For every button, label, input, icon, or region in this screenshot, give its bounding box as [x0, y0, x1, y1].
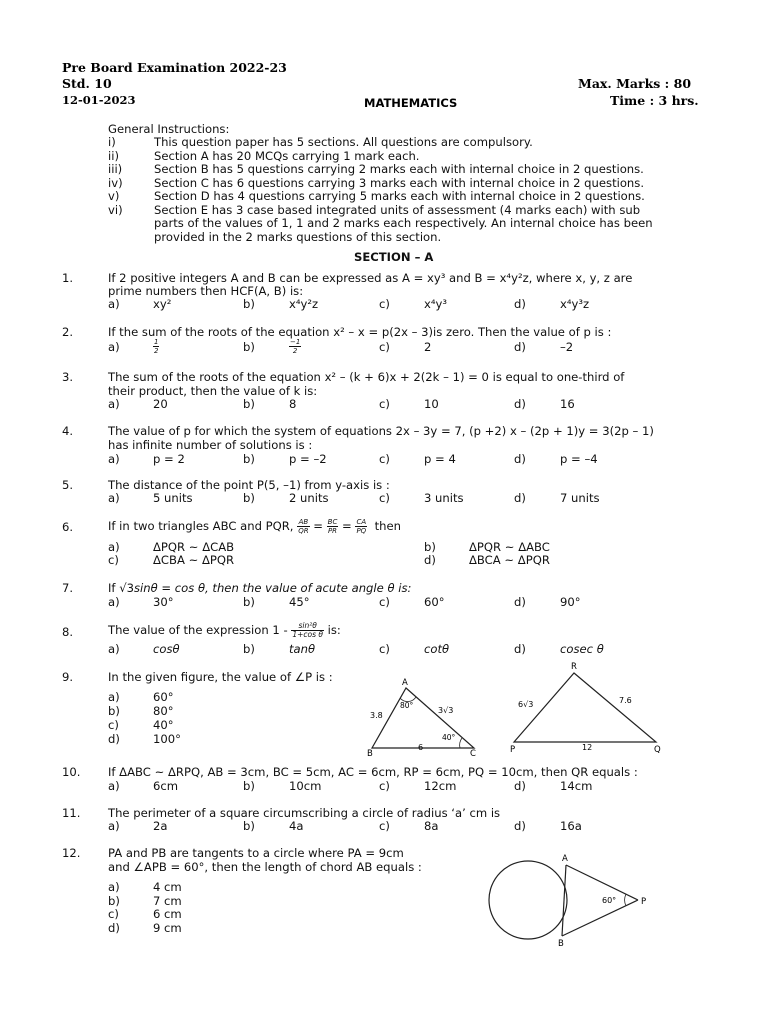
instruction-num: iii)	[108, 162, 123, 176]
question-text-part: then	[374, 519, 401, 533]
fraction-numerator: AB	[298, 518, 309, 526]
triangle-figures	[360, 660, 712, 758]
instruction-text: This question paper has 5 sections. All questions are compulsory.	[154, 135, 533, 149]
fraction-denominator: 2	[154, 347, 159, 355]
option-text: 40°	[153, 718, 174, 732]
question-text	[108, 518, 401, 535]
option-text: 60°	[424, 595, 445, 609]
fraction-numerator: 1	[154, 338, 159, 346]
option-label: b)	[243, 595, 255, 609]
instruction-text: Section E has 3 case based integrated units of assessment (4 marks each) with sub	[154, 203, 641, 217]
question-text-part: sinθ = cos θ, then the value of acute angle θ is:	[133, 581, 412, 595]
option-label: c)	[379, 642, 390, 656]
vertex-label: C	[470, 749, 476, 758]
question-number: 1.	[62, 271, 74, 285]
question-text-part: The value of the expression 1 -	[108, 623, 288, 637]
option-label: d)	[514, 452, 526, 466]
option-label: d)	[424, 553, 436, 567]
option-label: d)	[514, 819, 526, 833]
option-text: 2 units	[289, 491, 329, 505]
angle-label: 40°	[442, 733, 456, 742]
option-label: c)	[108, 718, 119, 732]
option-text: ΔPQR ~ ΔABC	[469, 540, 550, 554]
subject-title: MATHEMATICS	[364, 96, 458, 110]
triangle-pqr-shape	[514, 673, 656, 742]
question-text: The sum of the roots of the equation x² – (k + 6)x + 2(2k – 1) = 0 is equal to one-third of	[108, 370, 625, 384]
fraction-numerator: BC	[327, 518, 338, 526]
instruction-num: vi)	[108, 203, 123, 217]
option-text: 45°	[289, 595, 310, 609]
question-text	[108, 622, 341, 639]
question-text: prime numbers then HCF(A, B) is:	[108, 284, 304, 298]
question-text: In the given figure, the value of ∠P is :	[108, 670, 333, 684]
exam-date: 12-01-2023	[62, 93, 136, 107]
question-text: The perimeter of a square circumscribing a circle of radius ‘a’ cm is	[108, 806, 501, 820]
option-text: x⁴y³	[424, 297, 448, 311]
option-label: c)	[379, 397, 390, 411]
instruction-num: ii)	[108, 149, 119, 163]
option-text: 7 units	[560, 491, 600, 505]
option-text: p = –2	[289, 452, 327, 466]
question-number: 11.	[62, 806, 81, 820]
question-text: their product, then the value of k is:	[108, 384, 318, 398]
option-text: 10cm	[289, 779, 322, 793]
option-text: 20	[153, 397, 168, 411]
question-text: PA and PB are tangents to a circle where PA = 9cm	[108, 846, 404, 860]
option-text: ΔPQR ~ ΔCAB	[153, 540, 235, 554]
option-label: c)	[379, 340, 390, 354]
option-label: c)	[379, 452, 390, 466]
option-label: a)	[108, 880, 120, 894]
option-label: c)	[379, 779, 390, 793]
option-label: b)	[108, 704, 120, 718]
circle-shape	[489, 861, 567, 939]
option-text: ΔBCA ~ ΔPQR	[469, 553, 550, 567]
vertex-label: B	[367, 749, 373, 758]
option-text: p = 2	[153, 452, 185, 466]
option-text: cosθ	[153, 642, 180, 656]
option-text: 2a	[153, 819, 168, 833]
question-number: 3.	[62, 370, 74, 384]
option-label: b)	[243, 819, 255, 833]
option-text: 6 cm	[153, 907, 182, 921]
option-label: a)	[108, 397, 120, 411]
max-marks: Max. Marks : 80	[578, 76, 692, 91]
triangle-pqr	[510, 662, 661, 755]
option-label: c)	[379, 819, 390, 833]
exam-title: Pre Board Examination 2022-23	[62, 60, 287, 75]
option-label: d)	[514, 397, 526, 411]
option-label: c)	[379, 491, 390, 505]
option-text: p = 4	[424, 452, 456, 466]
triangle-abc	[367, 678, 476, 758]
option-label: d)	[514, 297, 526, 311]
question-text: If 2 positive integers A and B can be expressed as A = xy³ and B = x⁴y²z, where x, y, z are	[108, 271, 633, 285]
question-number: 4.	[62, 424, 74, 438]
instruction-num: i)	[108, 135, 116, 149]
instruction-text: Section C has 6 questions carrying 3 marks each with internal choice in 2 questions.	[154, 176, 644, 190]
option-label: b)	[243, 340, 255, 354]
question-text: The distance of the point P(5, –1) from y-axis is :	[108, 478, 390, 492]
option-text: 10	[424, 397, 439, 411]
option-label: a)	[108, 297, 120, 311]
question-text: and ∠APB = 60°, then the length of chord AB equals :	[108, 860, 422, 874]
point-label: A	[562, 854, 568, 864]
instruction-num: v)	[108, 189, 120, 203]
point-label: B	[558, 939, 564, 949]
tangent-pb	[562, 900, 638, 936]
option-label: a)	[108, 642, 120, 656]
option-label: b)	[243, 397, 255, 411]
question-number: 5.	[62, 478, 74, 492]
option-text: cosec θ	[560, 642, 604, 656]
option-label: d)	[514, 642, 526, 656]
option-text: 16	[560, 397, 575, 411]
side-label: 3.8	[370, 711, 383, 720]
side-label: 3√3	[438, 706, 454, 715]
side-label: 12	[582, 743, 593, 752]
equals-sign: =	[313, 519, 323, 533]
fraction-denominator: PR	[327, 527, 338, 535]
option-text: x⁴y³z	[560, 297, 590, 311]
question-text	[108, 582, 411, 596]
instruction-text: Section A has 20 MCQs carrying 1 mark each.	[154, 149, 420, 163]
option-label: d)	[108, 921, 120, 935]
side-label: 7.6	[619, 696, 632, 705]
instruction-text: parts of the values of 1, 1 and 2 marks each respectively. An internal choice has been	[154, 216, 653, 230]
vertex-label: Q	[654, 745, 661, 755]
instruction-text: Section B has 5 questions carrying 2 marks each with internal choice in 2 questions.	[154, 162, 644, 176]
option-text: 3 units	[424, 491, 464, 505]
option-label: b)	[424, 540, 436, 554]
section-title: SECTION – A	[354, 250, 434, 264]
option-text: 8a	[424, 819, 439, 833]
option-text: 4a	[289, 819, 304, 833]
option-label: b)	[243, 491, 255, 505]
option-label: c)	[108, 553, 119, 567]
option-label: c)	[108, 907, 119, 921]
option-text: 5 units	[153, 491, 193, 505]
question-text-part: If in two triangles ABC and PQR,	[108, 519, 294, 533]
option-label: a)	[108, 819, 120, 833]
question-number: 7.	[62, 581, 74, 595]
option-label: d)	[514, 491, 526, 505]
option-text: –2	[560, 340, 574, 354]
angle-p-arc	[625, 894, 626, 906]
option-label: b)	[243, 642, 255, 656]
fraction-denominator: PQ	[356, 527, 367, 535]
option-text: 12cm	[424, 779, 457, 793]
option-label: b)	[243, 297, 255, 311]
point-label: P	[641, 897, 647, 907]
option-text: 6cm	[153, 779, 179, 793]
instruction-text: provided in the 2 marks questions of this section.	[154, 230, 442, 244]
question-text: The value of p for which the system of equations 2x – 3y = 7, (p +2) x – (2p + 1)y = 3(2p – 1)	[108, 424, 654, 438]
option-text: tanθ	[289, 642, 316, 656]
option-text: x⁴y²z	[289, 297, 319, 311]
tangent-pa	[566, 865, 638, 900]
option-fraction	[153, 338, 159, 355]
option-text: 80°	[153, 704, 174, 718]
vertex-label: R	[571, 662, 577, 672]
option-text: 2	[424, 340, 432, 354]
fraction-denominator: 2	[292, 347, 298, 355]
option-text: 4 cm	[153, 880, 182, 894]
vertex-label: A	[402, 678, 408, 688]
sqrt-expression: √3	[119, 581, 134, 595]
side-label: 6√3	[518, 700, 534, 709]
question-text-part: If	[108, 581, 116, 595]
option-label: a)	[108, 491, 120, 505]
question-text: has infinite number of solutions is :	[108, 438, 313, 452]
option-label: a)	[108, 452, 120, 466]
option-label: a)	[108, 595, 120, 609]
option-text: 9 cm	[153, 921, 182, 935]
fraction-denominator: 1+cos θ	[292, 630, 323, 639]
option-text: xy²	[153, 297, 172, 311]
angle-label: 60°	[602, 896, 617, 905]
question-text: If the sum of the roots of the equation x² – x = p(2x – 3)is zero. Then the value of p is :	[108, 325, 612, 339]
option-text: 30°	[153, 595, 174, 609]
instruction-text: Section D has 4 questions carrying 5 marks each with internal choice in 2 questions.	[154, 189, 645, 203]
option-text: 90°	[560, 595, 581, 609]
option-text: 14cm	[560, 779, 593, 793]
question-number: 10.	[62, 765, 81, 779]
fraction-numerator: CA	[356, 518, 367, 526]
side-label: 6	[418, 743, 424, 752]
question-text: If ΔABC ~ ΔRPQ, AB = 3cm, BC = 5cm, AC = 6cm, RP = 6cm, PQ = 10cm, then QR equals :	[108, 765, 638, 779]
fraction-numerator: −1	[290, 338, 301, 346]
option-text: 8	[289, 397, 297, 411]
option-text: cotθ	[424, 642, 450, 656]
instructions-title: General Instructions:	[108, 122, 230, 136]
question-number: 6.	[62, 520, 74, 534]
option-text: 60°	[153, 690, 174, 704]
option-label: d)	[514, 340, 526, 354]
question-number: 2.	[62, 325, 74, 339]
equals-sign: =	[342, 519, 352, 533]
fraction-numerator: sin²θ	[291, 622, 324, 631]
question-number: 8.	[62, 625, 74, 639]
option-fraction	[289, 338, 301, 355]
option-label: c)	[379, 595, 390, 609]
option-text: ΔCBA ~ ΔPQR	[153, 553, 235, 567]
option-text: 7 cm	[153, 894, 182, 908]
option-text: p = –4	[560, 452, 598, 466]
option-text: 16a	[560, 819, 582, 833]
question-text-part: is:	[327, 623, 341, 637]
standard: Std. 10	[62, 76, 112, 91]
option-label: d)	[514, 779, 526, 793]
question-number: 12.	[62, 846, 81, 860]
chord-ab	[562, 865, 566, 936]
tangent-circle-figure	[478, 850, 678, 950]
option-label: b)	[108, 894, 120, 908]
option-label: d)	[514, 595, 526, 609]
angle-c-arc	[460, 738, 462, 748]
option-label: a)	[108, 690, 120, 704]
option-label: b)	[243, 779, 255, 793]
option-label: d)	[108, 732, 120, 746]
fraction-denominator: QR	[298, 527, 309, 535]
vertex-label: P	[510, 745, 516, 755]
option-text: 100°	[153, 732, 181, 746]
option-label: a)	[108, 340, 120, 354]
instruction-num: iv)	[108, 176, 123, 190]
option-label: c)	[379, 297, 390, 311]
triangle-abc-shape	[372, 688, 474, 748]
option-label: b)	[243, 452, 255, 466]
exam-time: Time : 3 hrs.	[610, 93, 699, 108]
angle-label: 80°	[400, 701, 414, 710]
question-number: 9.	[62, 670, 74, 684]
option-label: a)	[108, 540, 120, 554]
option-label: a)	[108, 779, 120, 793]
